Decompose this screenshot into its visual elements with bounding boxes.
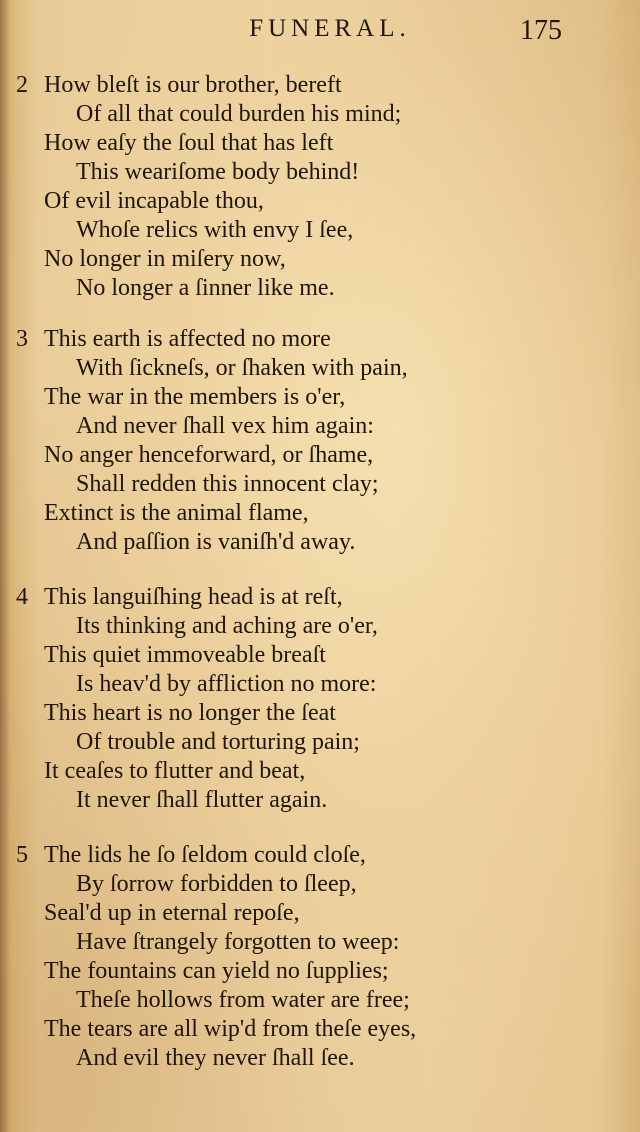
verse-line: Of evil incapable thou, xyxy=(44,188,264,214)
verse-line: This quiet immoveable breaſt xyxy=(44,642,326,668)
verse-line: The war in the members is o'er, xyxy=(44,384,346,410)
page-number: 175 xyxy=(520,15,562,46)
verse-line: This earth is affected no more xyxy=(44,326,331,352)
stanza-number: 3 xyxy=(16,326,28,352)
verse-line: And never ſhall vex him again: xyxy=(76,413,374,439)
verse-line: By ſorrow forbidden to ſleep, xyxy=(76,871,357,897)
verse-line: Seal'd up in eternal repoſe, xyxy=(44,900,300,926)
verse-line: And paſſion is vaniſh'd away. xyxy=(76,529,356,555)
verse-line: The lids he ſo ſeldom could cloſe, xyxy=(44,842,366,868)
verse-line: Whoſe relics with envy I ſee, xyxy=(76,217,354,243)
verse-line: How eaſy the ſoul that has left xyxy=(44,130,334,156)
stanza-number: 4 xyxy=(16,584,28,610)
stanza-2 xyxy=(0,71,640,303)
verse-line: Shall redden this innocent clay; xyxy=(76,471,379,497)
verse-line: No longer a ſinner like me. xyxy=(76,275,335,301)
verse-line: And evil they never ſhall ſee. xyxy=(76,1045,355,1071)
running-head: FUNERAL. xyxy=(249,15,411,42)
verse-line: It ceaſes to flutter and beat, xyxy=(44,758,306,784)
verse-line: Its thinking and aching are o'er, xyxy=(76,613,378,639)
verse-line: This languiſhing head is at reſt, xyxy=(44,584,343,610)
verse-line: Theſe hollows from water are free; xyxy=(76,987,410,1013)
verse-line: With ſickneſs, or ſhaken with pain, xyxy=(76,355,408,381)
verse-line: It never ſhall flutter again. xyxy=(76,787,328,813)
verse-line: How bleſt is our brother, bereft xyxy=(44,72,342,98)
verse-line: The tears are all wip'd from theſe eyes, xyxy=(44,1016,417,1042)
stanza-5 xyxy=(0,841,640,1073)
verse-line: This weariſome body behind! xyxy=(76,159,360,185)
verse-line: No anger henceforward, or ſhame, xyxy=(44,442,374,468)
stanza-4 xyxy=(0,583,640,815)
stanza-3 xyxy=(0,325,640,557)
verse-line: Have ſtrangely forgotten to weep: xyxy=(76,929,400,955)
stanza-number: 5 xyxy=(16,842,28,868)
stanza-number: 2 xyxy=(16,72,28,98)
verse-line: Extinct is the animal flame, xyxy=(44,500,309,526)
verse-line: Is heav'd by affliction no more: xyxy=(76,671,377,697)
verse-line: Of trouble and torturing pain; xyxy=(76,729,360,755)
verse-line: This heart is no longer the ſeat xyxy=(44,700,336,726)
verse-line: Of all that could burden his mind; xyxy=(76,101,402,127)
verse-line: The fountains can yield no ſupplies; xyxy=(44,958,389,984)
verse-line: No longer in miſery now, xyxy=(44,246,286,272)
